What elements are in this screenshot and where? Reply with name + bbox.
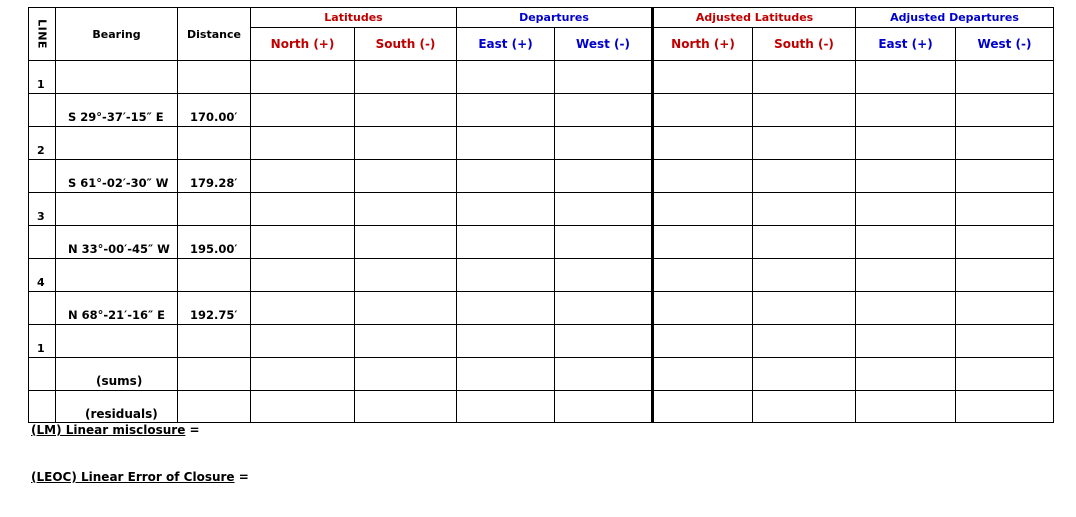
table-row [29,325,1054,358]
table-cell [29,358,56,391]
table-cell [56,259,178,292]
table-cell [753,358,856,391]
table-cell [178,127,251,160]
residuals-label: (residuals) [56,391,178,423]
table-cell [251,127,355,160]
table-cell [56,127,178,160]
dep-east-header: East (+) [457,28,555,61]
table-cell [956,292,1054,325]
linear-misclosure-equals: = [185,423,200,437]
table-cell [555,226,653,259]
course-distance: 170.00′ [178,94,251,127]
distance-header: Distance [178,8,251,61]
table-cell [856,325,956,358]
table-cell [457,226,555,259]
course-distance: 179.28′ [178,160,251,193]
course-distance: 192.75′ [178,292,251,325]
table-cell [653,292,753,325]
point-label: 4 [29,259,56,292]
table-cell [956,160,1054,193]
lat-south-header: South (-) [355,28,457,61]
table-cell [856,226,956,259]
linear-error-of-closure-note [31,470,249,484]
table-cell [653,259,753,292]
adj-lat-north-header: North (+) [653,28,753,61]
table-cell [178,325,251,358]
line-header: LINE [29,8,56,61]
table-cell [856,94,956,127]
table-cell [653,61,753,94]
table-cell [753,292,856,325]
table-cell [355,160,457,193]
table-cell [856,127,956,160]
table-cell [251,259,355,292]
residuals-row [29,391,1054,423]
table-cell [355,94,457,127]
table-cell [56,193,178,226]
table-cell [753,193,856,226]
table-cell [956,325,1054,358]
table-cell [178,193,251,226]
course-bearing: S 61°-02′-30″ W [56,160,178,193]
table-row [29,292,1054,325]
table-cell [956,391,1054,423]
table-cell [856,259,956,292]
point-label: 1 [29,61,56,94]
adjusted-latitudes-header: Adjusted Latitudes [653,8,856,28]
table-cell [355,61,457,94]
table-cell [555,160,653,193]
traverse-table [28,7,1054,423]
table-cell [457,193,555,226]
linear-error-of-closure-equals: = [234,470,249,484]
table-cell [29,160,56,193]
table-cell [355,325,457,358]
adj-dep-west-header: West (-) [956,28,1054,61]
table-row [29,160,1054,193]
table-row [29,226,1054,259]
dep-west-header: West (-) [555,28,653,61]
table-cell [653,358,753,391]
table-cell [956,94,1054,127]
table-cell [29,94,56,127]
table-cell [555,358,653,391]
table-row [29,193,1054,226]
table-cell [555,259,653,292]
table-cell [457,259,555,292]
table-cell [355,292,457,325]
table-cell [355,193,457,226]
latitudes-header: Latitudes [251,8,457,28]
table-cell [956,226,1054,259]
table-cell [251,160,355,193]
table-cell [653,160,753,193]
table-cell [753,160,856,193]
adj-lat-south-header: South (-) [753,28,856,61]
table-cell [555,193,653,226]
table-cell [355,391,457,423]
table-cell [956,358,1054,391]
table-cell [251,61,355,94]
table-cell [457,391,555,423]
table-cell [753,226,856,259]
table-cell [56,325,178,358]
table-cell [555,391,653,423]
table-cell [856,292,956,325]
table-cell [555,292,653,325]
table-cell [856,193,956,226]
table-cell [251,226,355,259]
table-cell [956,127,1054,160]
table-cell [856,358,956,391]
table-cell [753,61,856,94]
table-cell [457,127,555,160]
table-cell [29,226,56,259]
sums-label: (sums) [56,358,178,391]
table-row [29,259,1054,292]
table-cell [178,259,251,292]
table-cell [355,127,457,160]
table-cell [653,193,753,226]
table-cell [956,259,1054,292]
lat-north-header: North (+) [251,28,355,61]
sums-row [29,358,1054,391]
table-cell [251,292,355,325]
table-cell [653,127,753,160]
table-cell [753,94,856,127]
table-cell [856,61,956,94]
table-cell [29,292,56,325]
table-cell [856,391,956,423]
table-cell [457,292,555,325]
table-cell [856,160,956,193]
table-cell [251,193,355,226]
table-cell [178,391,251,423]
course-bearing: N 68°-21′-16″ E [56,292,178,325]
table-cell [653,94,753,127]
course-distance: 195.00′ [178,226,251,259]
table-cell [753,391,856,423]
table-cell [457,325,555,358]
table-cell [251,391,355,423]
table-row [29,94,1054,127]
table-cell [251,358,355,391]
course-bearing: N 33°-00′-45″ W [56,226,178,259]
table-cell [56,61,178,94]
point-label: 2 [29,127,56,160]
adjusted-departures-header: Adjusted Departures [856,8,1054,28]
table-cell [457,94,555,127]
table-cell [457,358,555,391]
table-cell [29,391,56,423]
adj-dep-east-header: East (+) [856,28,956,61]
table-cell [653,226,753,259]
table-cell [653,391,753,423]
table-cell [251,325,355,358]
table-cell [555,325,653,358]
point-label: 1 [29,325,56,358]
departures-header: Departures [457,8,653,28]
bearing-header: Bearing [56,8,178,61]
course-bearing: S 29°-37′-15″ E [56,94,178,127]
linear-misclosure-note [31,423,200,437]
table-cell [178,358,251,391]
table-cell [555,94,653,127]
table-cell [555,127,653,160]
table-cell [753,259,856,292]
table-cell [753,325,856,358]
table-cell [178,61,251,94]
table-row [29,61,1054,94]
table-cell [355,358,457,391]
table-cell [653,325,753,358]
table-cell [355,226,457,259]
table-cell [251,94,355,127]
point-label: 3 [29,193,56,226]
table-row [29,127,1054,160]
linear-error-of-closure-label: (LEOC) Linear Error of Closure [31,470,235,484]
table-cell [555,61,653,94]
table-cell [753,127,856,160]
table-cell [956,193,1054,226]
table-cell [457,61,555,94]
table-cell [355,259,457,292]
table-cell [956,61,1054,94]
linear-misclosure-label: (LM) Linear misclosure [31,423,186,437]
table-cell [457,160,555,193]
